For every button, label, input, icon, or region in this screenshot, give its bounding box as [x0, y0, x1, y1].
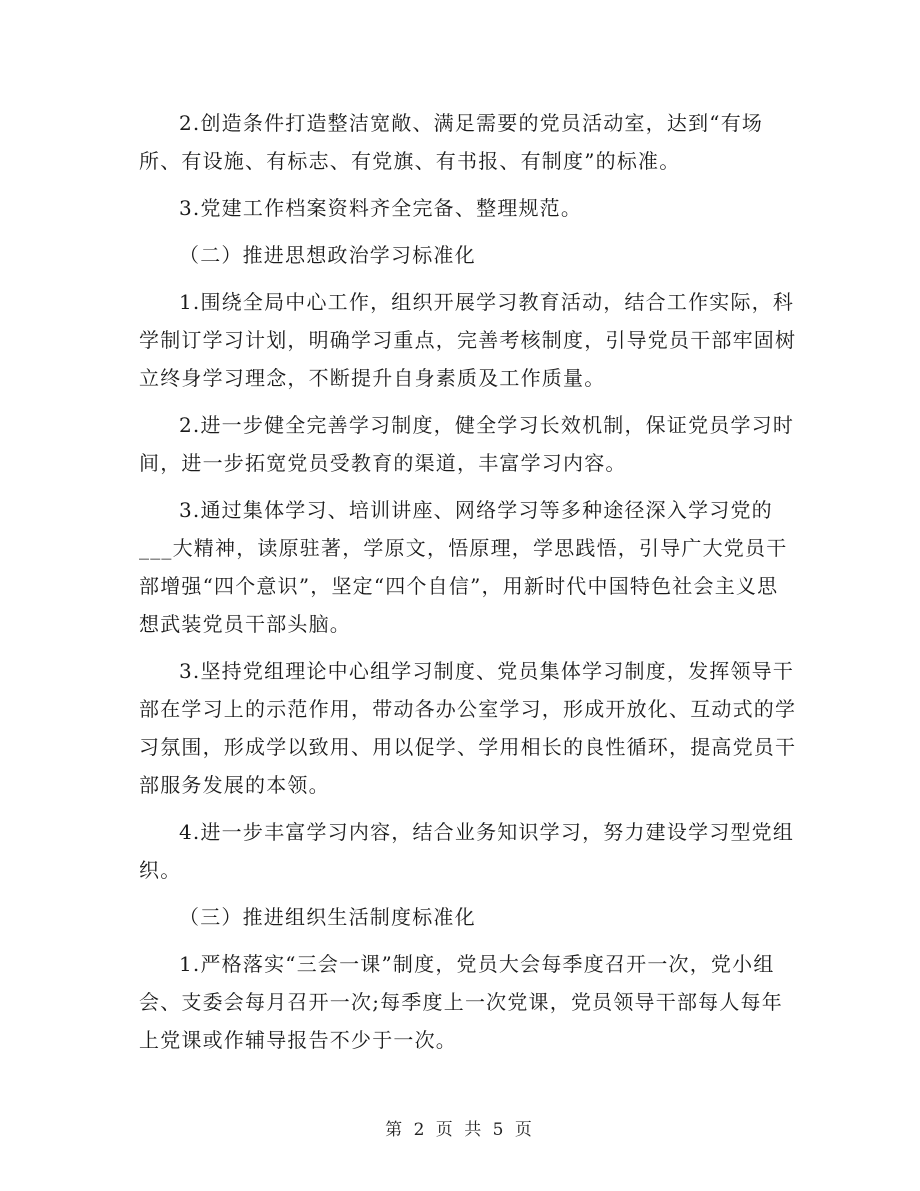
paragraph-learning-organization: 4.进一步丰富学习内容，结合业务知识学习，努力建设学习型党组织。 — [139, 820, 795, 882]
paragraph-archives: 3.党建工作档案资料齐全完备、整理规范。 — [179, 196, 583, 220]
paragraph-study-plan: 1.围绕全局中心工作，组织开展学习教育活动，结合工作实际，科学制订学习计划，明确学习重点，完善考核制度，引导党员干部牢固树立终身学习理念，不断提升自身素质及工作质量。 — [139, 290, 797, 390]
paragraph-study-channels: 3.通过集体学习、培训讲座、网络学习等多种途径深入学习党的___大精神，读原驻著，学原文，悟原理，学思践悟，引导广大党员干部增强“四个意识”，坚定“四个自信”，用新时代中国特色社会主义思想武装党员干部头脑。 — [139, 498, 788, 636]
paragraph-activity-room: 2.创造条件打造整洁宽敞、满足需要的党员活动室，达到“有场所、有设施、有标志、有党旗、有书报、有制度”的标准。 — [139, 111, 764, 173]
paragraph-three-meetings: 1.严格落实“三会一课”制度，党员大会每季度召开一次，党小组会、支委会每月召开一次;每季度上一次党课，党员领导干部每人每年上党课或作辅导报告不少于一次。 — [139, 952, 783, 1052]
section-heading-organization-life: （三）推进组织生活制度标准化 — [179, 905, 476, 929]
paragraph-study-group: 3.坚持党组理论中心组学习制度、党员集体学习制度，发挥领导干部在学习上的示范作用，带动各办公室学习，形成开放化、互动式的学习氛围，形成学以致用、用以促学、学用相长的良性循环，提高党员干部服务发展的本领。 — [139, 659, 797, 797]
section-heading-study: （二）推进思想政治学习标准化 — [179, 243, 476, 267]
document-body — [139, 104, 799, 1059]
page-number-footer: 第 2 页 共 5 页 — [385, 1120, 535, 1140]
paragraph-study-system: 2.进一步健全完善学习制度，健全学习长效机制，保证党员学习时间，进一步拓宽党员受教育的渠道，丰富学习内容。 — [139, 413, 795, 475]
